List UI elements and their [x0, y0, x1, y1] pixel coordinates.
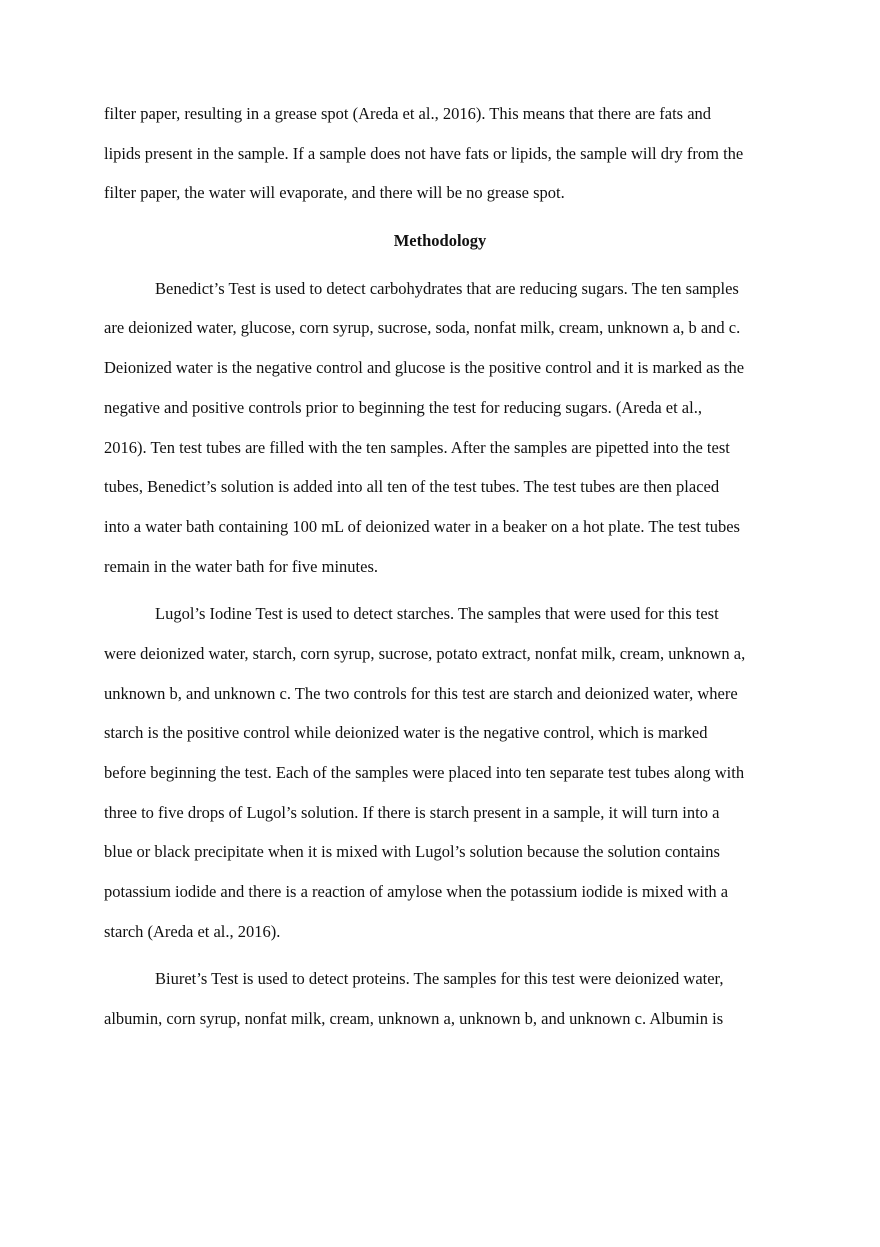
document-page — [104, 94, 784, 1047]
text-line: potassium iodide and there is a reaction of amylose when the potassium iodide is mixed with a — [104, 882, 729, 902]
text-line: unknown b, and unknown c. The two controls for this test are starch and deionized water, where — [104, 683, 738, 703]
text-line: negative and positive controls prior to beginning the test for reducing sugars. (Areda et al., — [104, 397, 702, 417]
text-line: filter paper, the water will evaporate, and there will be no grease spot. — [104, 183, 565, 203]
text-line: remain in the water bath for five minutes. — [104, 556, 378, 576]
text-line: blue or black precipitate when it is mixed with Lugol’s solution because the solution contains — [104, 842, 720, 862]
text-line: lipids present in the sample. If a sample does not have fats or lipids, the sample will dry from the — [104, 143, 744, 163]
text-line: Deionized water is the negative control and glucose is the positive control and it is marked as the — [104, 358, 745, 378]
text-line: are deionized water, glucose, corn syrup, sucrose, soda, nonfat milk, cream, unknown a, b and c. — [104, 318, 741, 338]
text-line: Benedict’s Test is used to detect carbohydrates that are reducing sugars. The ten samples — [155, 278, 739, 298]
paragraph — [104, 959, 784, 1038]
text-line: Lugol’s Iodine Test is used to detect starches. The samples that were used for this test — [155, 604, 719, 624]
text-line: into a water bath containing 100 mL of deionized water in a beaker on a hot plate. The test tubes — [104, 516, 740, 536]
text-line: were deionized water, starch, corn syrup, sucrose, potato extract, nonfat milk, cream, unknown a, — [104, 643, 746, 663]
text-line: filter paper, resulting in a grease spot (Areda et al., 2016). This means that there are fats and — [104, 104, 712, 123]
text-line: starch is the positive control while deionized water is the negative control, which is marked — [104, 723, 708, 743]
text-line: Biuret’s Test is used to detect proteins. The samples for this test were deionized water, — [155, 969, 724, 989]
text-line: starch (Areda et al., 2016). — [104, 921, 281, 941]
text-line: tubes, Benedict’s solution is added into all ten of the test tubes. The test tubes are then placed — [104, 477, 720, 497]
paragraph — [104, 94, 784, 213]
text-line: albumin, corn syrup, nonfat milk, cream, unknown a, unknown b, and unknown c. Albumin is — [104, 1009, 724, 1029]
text-line: 2016). Ten test tubes are filled with the ten samples. After the samples are pipetted into the test — [104, 437, 730, 457]
text-line: before beginning the test. Each of the samples were placed into ten separate test tubes along with — [104, 763, 745, 782]
text-line: three to five drops of Lugol’s solution. If there is starch present in a sample, it will turn into a — [104, 802, 720, 822]
paragraph — [104, 269, 784, 587]
paragraph — [104, 594, 784, 951]
section-heading: Methodology — [393, 231, 487, 251]
